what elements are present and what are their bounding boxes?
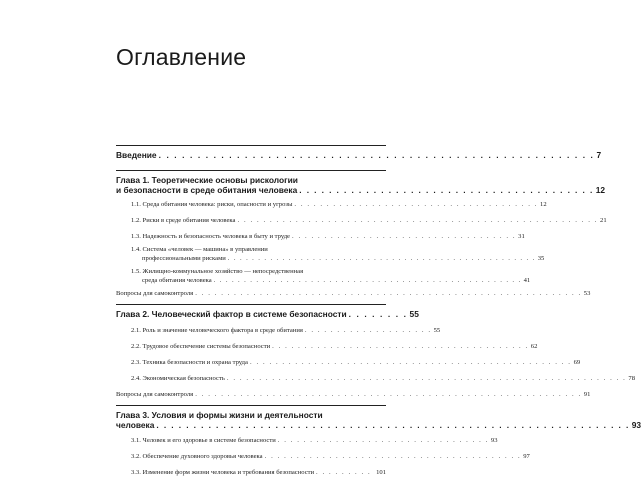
leader-dots: . . . . . . . . . . . . . . . . . . . . . . . . . . . . . . . . . . . . . . . . . . . . . . . . . . xyxy=(249,359,572,366)
toc-section-title: Вопросы для самоконтроля xyxy=(116,290,194,297)
toc-page-number: 101 xyxy=(376,469,386,476)
page-title: Оглавление xyxy=(116,44,247,70)
leader-dots: . . . . . . . . . . . . . . . . . . . . . . . . . . . . . . . . . . . . . . . . xyxy=(272,343,529,350)
toc-entry-title: Введение xyxy=(116,150,157,160)
chapter-title-line: человека xyxy=(116,420,155,430)
toc-page-number: 78 xyxy=(628,375,635,382)
toc-page-number: 55 xyxy=(433,327,441,334)
toc-self-check-2[interactable] xyxy=(116,391,591,400)
leader-dots: . . . . . . . . . . . . . . . . . . . . . . . . . . . . . . . . . . . . . . . . . . . . . . . . . . . . . . . . xyxy=(158,150,595,160)
chapter-title-line: и безопасности в среде обитания человека xyxy=(116,185,298,195)
leader-dots: . . . . . . . . . . . . . . . . . . . . . . . . . . . . . . . . . . . . . . . . xyxy=(299,185,594,195)
toc-section-3-2[interactable] xyxy=(131,453,530,462)
toc-section-1-3[interactable] xyxy=(131,233,525,242)
toc-chapter-1[interactable] xyxy=(116,175,606,195)
toc-section-1-2[interactable] xyxy=(131,217,607,226)
divider xyxy=(116,405,386,406)
toc-section-title: среда обитания человека xyxy=(142,276,212,284)
toc-page-number: 35 xyxy=(537,254,545,262)
toc-section-3-3[interactable] xyxy=(131,469,386,478)
leader-dots: . . . . . . . . . . . . . . . . . . . . . . . . . . . . . . . . . . . . . . . . . . . . . . . . . . . xyxy=(227,254,536,262)
toc-self-check-1[interactable] xyxy=(116,290,591,299)
toc-section-2-3[interactable] xyxy=(131,359,581,368)
toc-section-title: 1.1. Среда обитания человека: риски, опасности и угрозы xyxy=(131,201,293,208)
toc-section-2-1[interactable] xyxy=(131,327,441,336)
chapter-title-line: Глава 1. Теоретические основы рискологии xyxy=(116,175,298,185)
toc-page-number: 12 xyxy=(595,185,606,195)
divider xyxy=(116,304,386,305)
toc-page-number: 93 xyxy=(490,437,498,444)
leader-dots: . . . . . . . . . . . . . . . . . . . . . . . . . . . . . . . . . . . . . . . . . . . . . . . . . . . . . . . . . . . . . . . . xyxy=(156,420,630,430)
toc-section-1-5[interactable] xyxy=(131,268,531,285)
toc-section-title: 1.2. Риски в среде обитания человека xyxy=(131,217,236,224)
leader-dots: . . . . . . . . . . . . . . . . . . . . . . . . . . . . . . . . . . . . . . . . xyxy=(264,453,522,460)
toc-page-number: 41 xyxy=(523,276,531,284)
toc-section-2-2[interactable] xyxy=(131,343,538,352)
toc-page-number: 12 xyxy=(540,201,547,208)
toc-section-3-1[interactable] xyxy=(131,437,498,446)
toc-section-1-4[interactable] xyxy=(131,246,545,263)
leader-dots: . . . . . . . . . . . . . . . . . . . . . . . . . . . . . . . . . . . . . . . . . . . . . . . . . . . . . . . . xyxy=(237,217,599,224)
toc-page-number: 93 xyxy=(631,420,641,430)
toc-section-1-1[interactable] xyxy=(131,201,547,210)
toc-section-title: 2.4. Экономическая безопасность xyxy=(131,375,225,382)
toc-section-title: Вопросы для самоконтроля xyxy=(116,391,194,398)
toc-page-number: 53 xyxy=(583,290,591,297)
leader-dots: . . . . . . . . . . . . . . . . . . . . . . . . . . . . . . . . . . . . . . . . . . . . . . . . . . . . . . . . . . . . . . xyxy=(226,375,627,382)
toc-section-title: 1.4. Система «человек — машина» в управлении xyxy=(131,246,268,253)
leader-dots: . . . . . . . . . . . . . . . . . . . . . . . . . . . . . . . . . . . xyxy=(291,233,517,240)
divider xyxy=(116,145,386,146)
leader-dots: . . . . . . . . . . . . . . . . . . . . . . . . . . . . . . . . . . . . . . . . . . . . . . . . . . . xyxy=(213,276,522,284)
leader-dots: . . . . . . . . . xyxy=(316,469,372,476)
toc-page-number: 91 xyxy=(583,391,591,398)
leader-dots: . . . . . . . . . . . . . . . . . . . . . . . . . . . . . . . . . . . . . . . . . . . . . . . . . . . . . . . . . . . . xyxy=(195,290,582,297)
leader-dots: . . . . . . . . . . . . . . . . . . . . . . . . . . . . . . . . . . . . . . xyxy=(294,201,539,208)
toc-section-title: 1.3. Надежность и безопасность человека в быту и труде xyxy=(131,233,290,240)
leader-dots: . . . . . . . . xyxy=(348,309,408,319)
toc-section-title: 3.3. Изменение форм жизни человека и требования безопасности xyxy=(131,469,315,476)
toc-page-number: 62 xyxy=(530,343,538,350)
toc-page-number: 31 xyxy=(518,233,525,240)
toc-section-title: 2.1. Роль и значение человеческого фактора в среде обитания xyxy=(131,327,303,334)
chapter-title-line: Глава 3. Условия и формы жизни и деятельности xyxy=(116,410,323,420)
toc-section-title: 2.3. Техника безопасности и охрана труда xyxy=(131,359,248,366)
toc-chapter-2[interactable] xyxy=(116,309,419,319)
toc-section-2-4[interactable] xyxy=(131,375,635,384)
leader-dots: . . . . . . . . . . . . . . . . . . . . . . . . . . . . . . . . . . . . . . . . . . . . . . . . . . . . . . . . . . . . xyxy=(195,391,582,398)
toc-section-title: 2.2. Трудовое обеспечение системы безопасности xyxy=(131,343,271,350)
toc-page-number: 69 xyxy=(573,359,581,366)
toc-chapter-3[interactable] xyxy=(116,410,641,430)
toc-section-title: профессиональными рисками xyxy=(142,254,226,262)
toc-section-title: 3.1. Человек и его здоровье в системе безопасности xyxy=(131,437,276,444)
chapter-title-line: Глава 2. Человеческий фактор в системе безопасности xyxy=(116,309,347,319)
divider xyxy=(116,170,386,171)
toc-page-number: 21 xyxy=(600,217,607,224)
toc-page-number: 55 xyxy=(409,309,419,319)
toc-page-number: 7 xyxy=(596,150,602,160)
toc-entry-intro[interactable] xyxy=(116,150,602,160)
toc-section-title: 3.2. Обеспечение духовного здоровья человека xyxy=(131,453,263,460)
leader-dots: . . . . . . . . . . . . . . . . . . . . xyxy=(304,327,432,334)
toc-page-number: 97 xyxy=(523,453,530,460)
toc-section-title: 1.5. Жилищно-коммунальное хозяйство — непосредственная xyxy=(131,268,304,275)
leader-dots: . . . . . . . . . . . . . . . . . . . . . . . . . . . . . . . . . xyxy=(277,437,489,444)
